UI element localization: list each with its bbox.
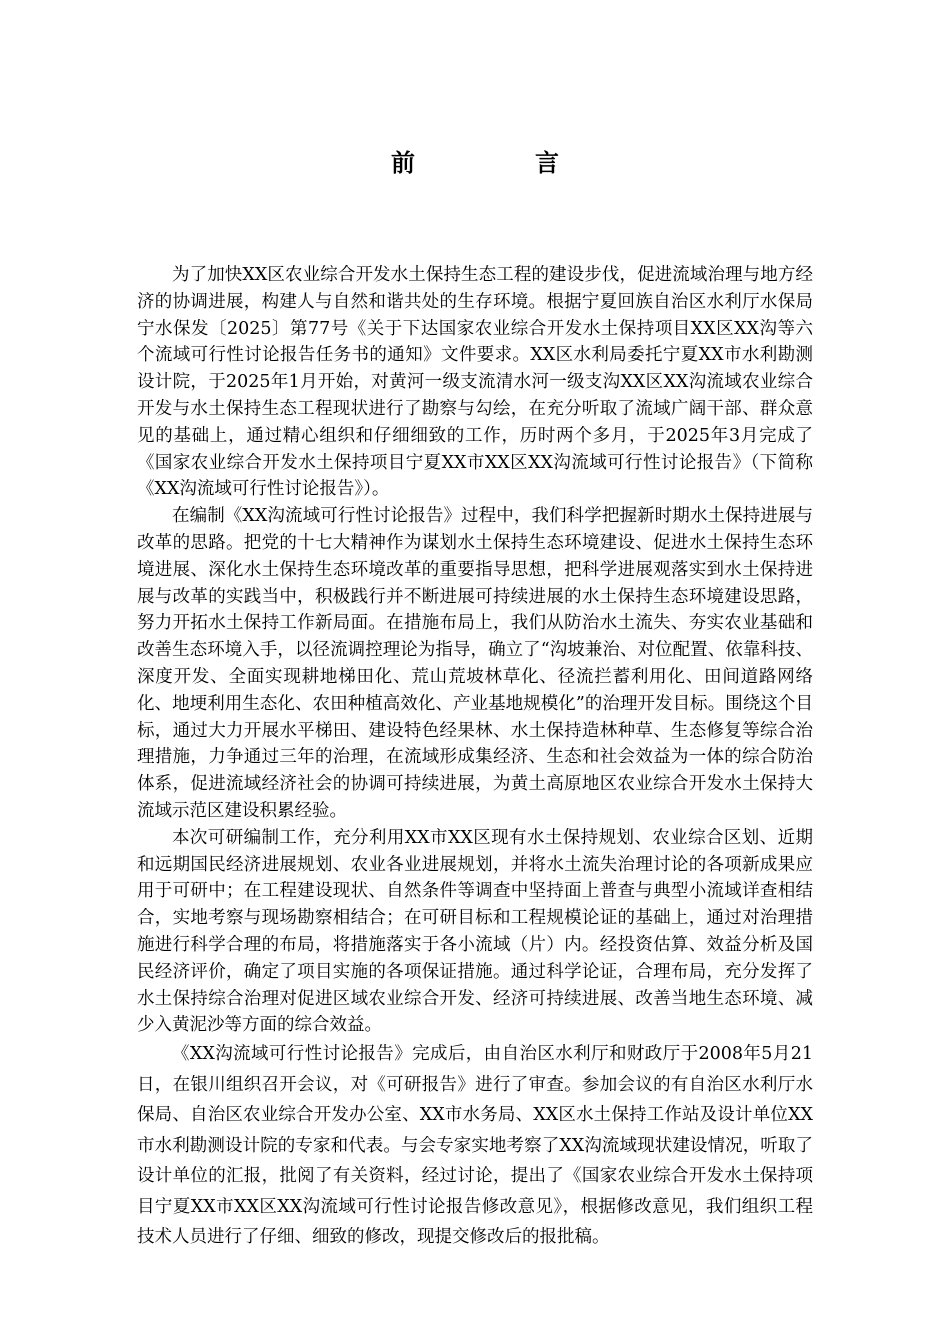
document-body [137, 262, 813, 1253]
paragraph: 在编制《XX沟流域可行性讨论报告》过程中，我们科学把握新时期水土保持进展与改革的思路。把党的十七大精神作为谋划水土保持生态环境建设、促进水土保持生态环境进展、深化水土保持生态环境改革的重要指导思想，把科学进展观落实到水土保持进展与改革的实践当中，积极践行并不断进展可持续进展的水土保持生态环境建设思路，努力开拓水土保持工作新局面。在措施布局上，我们从防治水土流失、夯实农业基础和改善生态环境入手，以径流调控理论为指导，确立了“沟坡兼治、对位配置、依靠科技、深度开发、全面实现耕地梯田化、荒山荒坡林草化、径流拦蓄利用化、田间道路网络化、地埂利用生态化、农田种植高效化、产业基地规模化”的治理开发目标。围绕这个目标，通过大力开展水平梯田、建设特色经果林、水土保持造林种草、生态修复等综合治理措施，力争通过三年的治理，在流域形成集经济、生态和社会效益为一体的综合防治体系，促进流域经济社会的协调可持续进展，为黄土高原地区农业综合开发水土保持大流域示范区建设积累经验。 [137, 506, 813, 821]
paragraph: 本次可研编制工作，充分利用XX市XX区现有水土保持规划、农业综合区划、近期和远期国民经济进展规划、农业各业进展规划，并将水土流失治理讨论的各项新成果应用于可研中；在工程建设现状、自然条件等调查中坚持面上普查与典型小流域详查相结合，实地考察与现场勘察相结合；在可研目标和工程规模论证的基础上，通过对治理措施进行科学合理的布局，将措施落实于各小流域（片）内。经投资估算、效益分析及国民经济评价，确定了项目实施的各项保证措施。通过科学论证，合理布局，充分发挥了水土保持综合治理对促进区域农业综合开发、经济可持续进展、改善当地生态环境、减少入黄泥沙等方面的综合效益。 [137, 827, 813, 1036]
paragraph: 为了加快XX区农业综合开发水土保持生态工程的建设步伐，促进流域治理与地方经济的协调进展，构建人与自然和谐共处的生存环境。根据宁夏回族自治区水利厅水保局宁水保发〔2025〕第77号《关于下达国家农业综合开发水土保持项目XX区XX沟等六个流域可行性讨论报告任务书的通知》文件要求。XX区水利局委托宁夏XX市水利勘测设计院，于2025年1月开始，对黄河一级支流清水河一级支沟XX区XX沟流域农业综合开发与水土保持生态工程现状进行了勘察与勾绘，在充分听取了流域广阔干部、群众意见的基础上，通过精心组织和仔细细致的工作，历时两个多月，于2025年3月完成了《国家农业综合开发水土保持项目宁夏XX市XX区XX沟流域可行性讨论报告》（下简称《XX沟流域可行性讨论报告》）。 [137, 265, 813, 500]
page-title: 前 言 [391, 149, 607, 177]
paragraph: 《XX沟流域可行性讨论报告》完成后，由自治区水利厅和财政厅于2008年5月21日，在银川组织召开会议，对《可研报告》进行了审查。参加会议的有自治区水利厅水保局、自治区农业综合开发办公室、XX市水务局、XX区水土保持工作站及设计单位XX市水利勘测设计院的专家和代表。与会专家实地考察了XX沟流域现状建设情况，听取了设计单位的汇报，批阅了有关资料，经过讨论，提出了《国家农业综合开发水土保持项目宁夏XX市XX区XX沟流域可行性讨论报告修改意见》，根据修改意见，我们组织工程技术人员进行了仔细、细致的修改，现提交修改后的报批稿。 [137, 1044, 813, 1248]
